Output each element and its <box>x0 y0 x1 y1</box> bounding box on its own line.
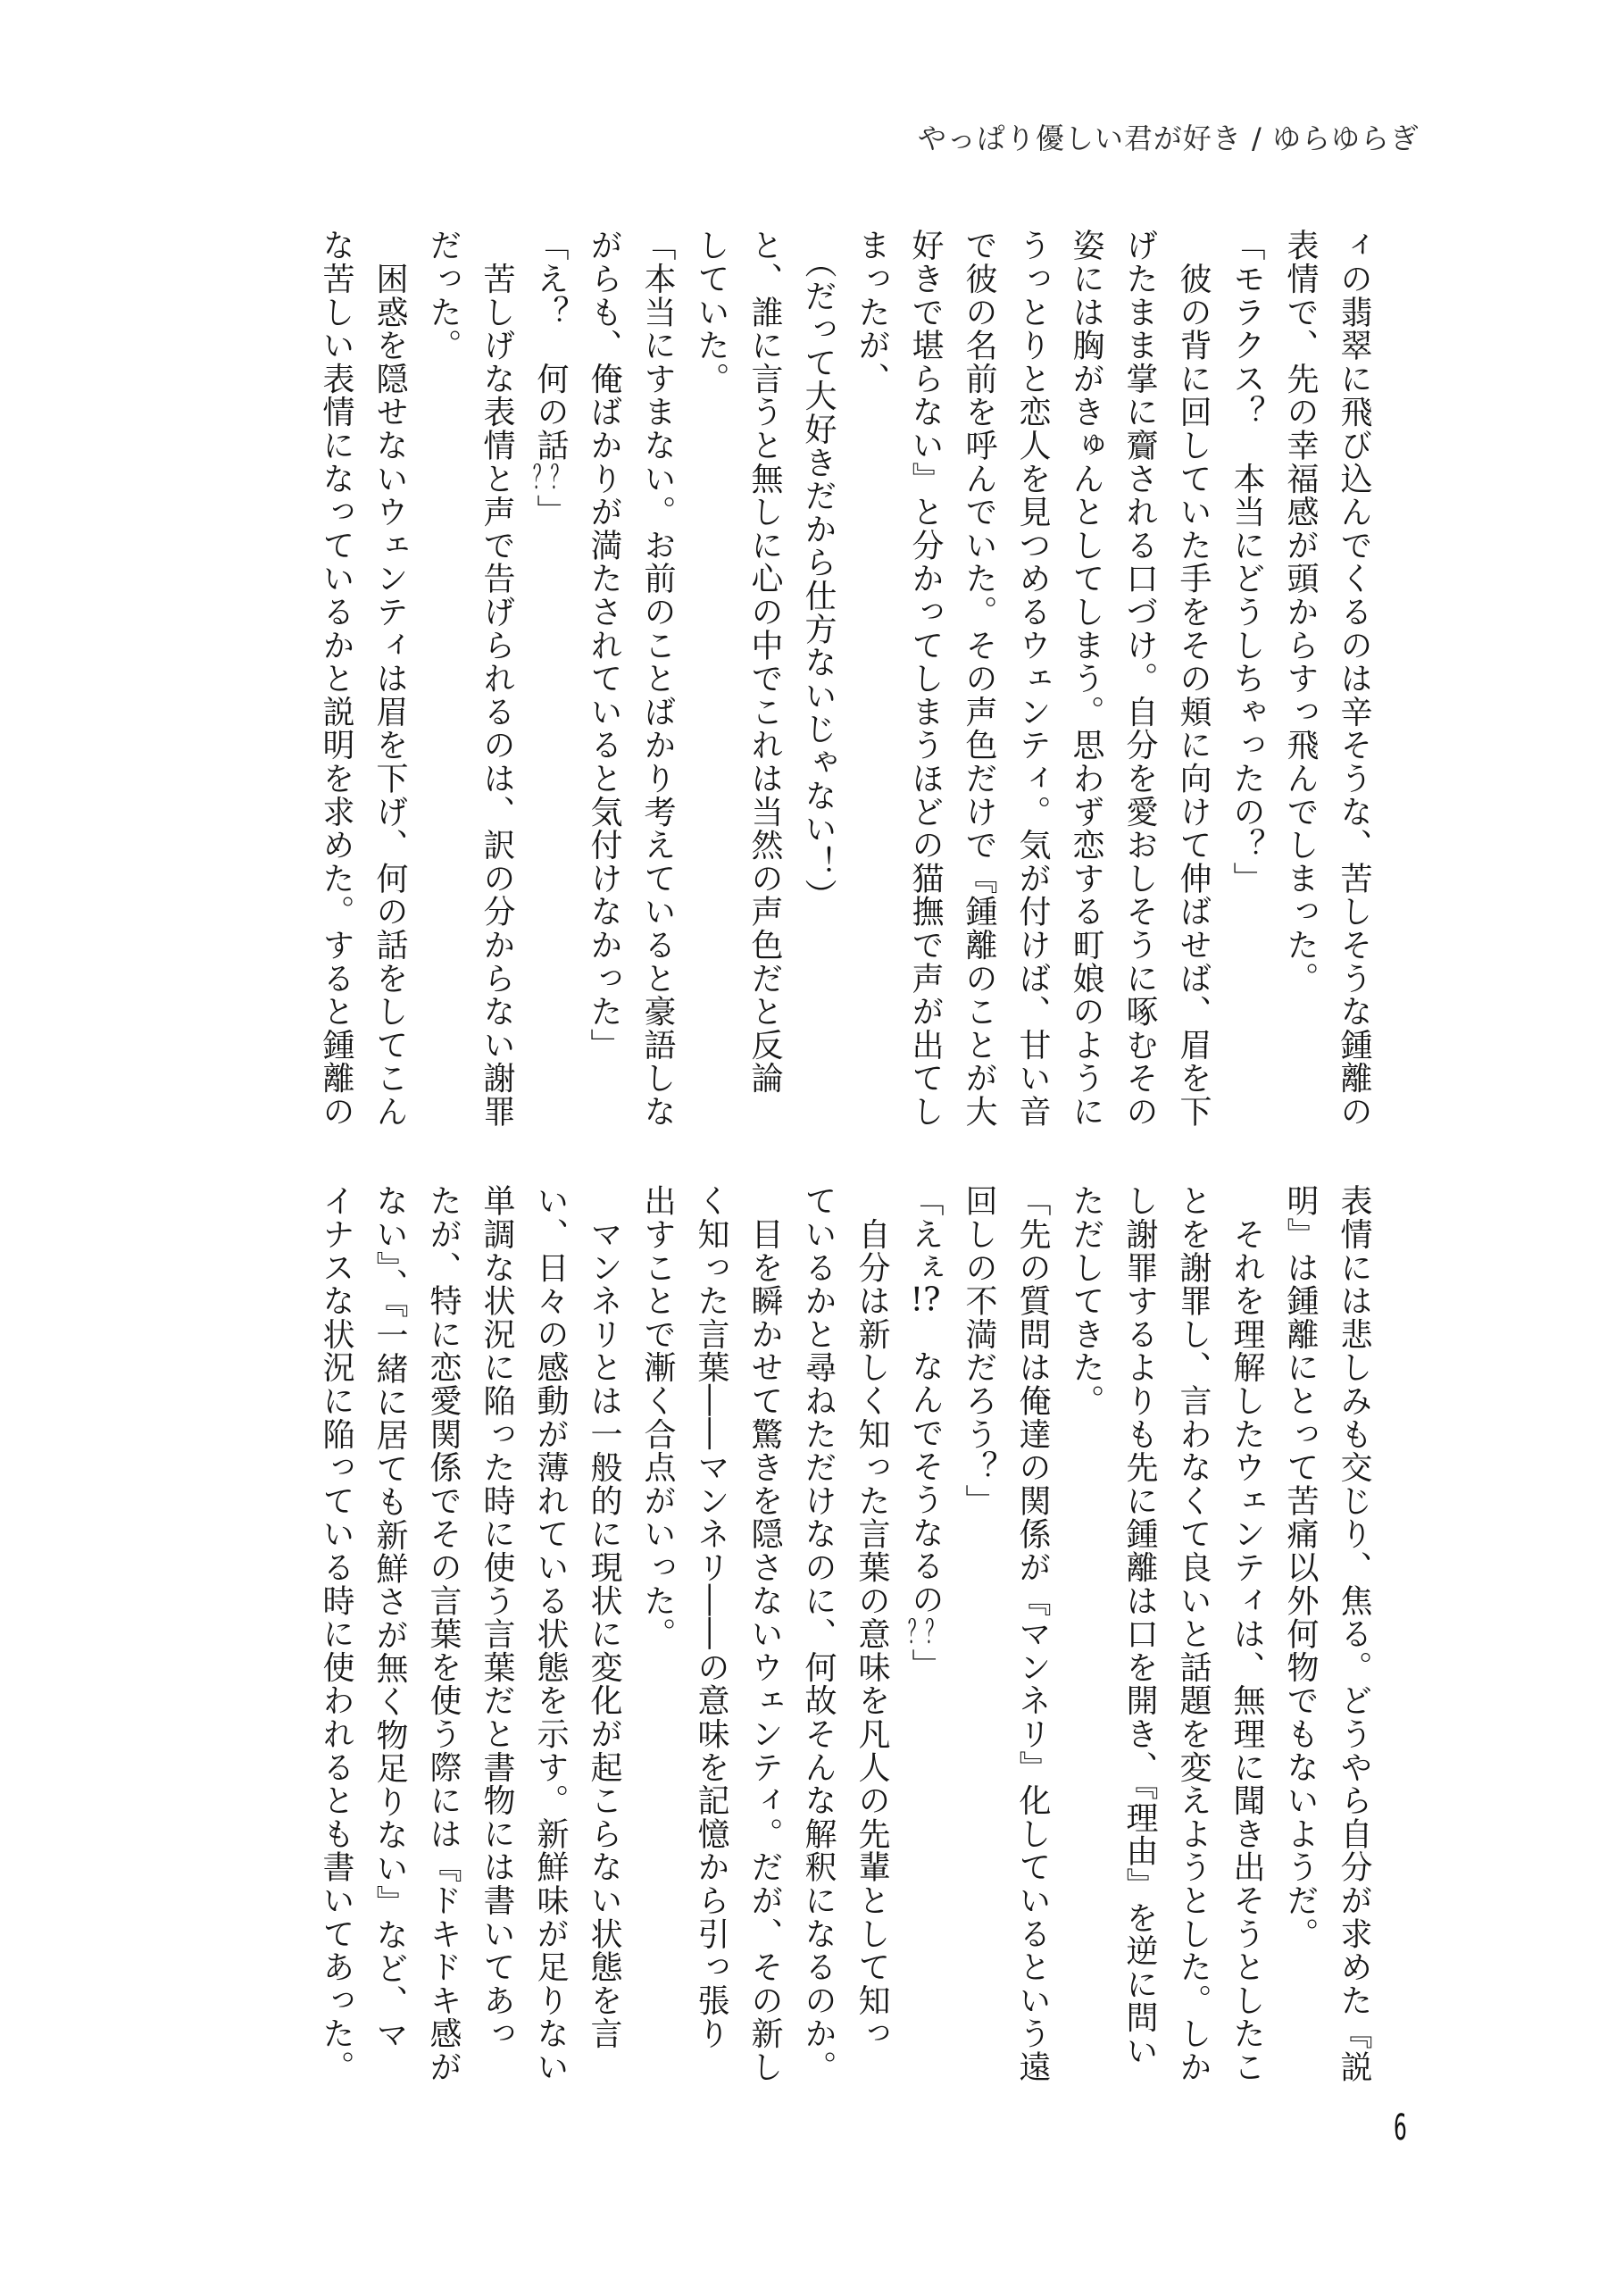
text-column: 目を瞬かせて驚きを隠さないウェンティ。だが、その新し <box>746 1184 783 2084</box>
lower-text-block <box>309 1184 1380 2090</box>
tate-chu-yoko: ？？ <box>532 462 569 495</box>
text-column: 「先の質問は俺達の関係が『マンネリ』化しているという遠 <box>1014 1184 1051 2084</box>
text-column: 困惑を隠せないウェンティは眉を下げ、何の話をしてこん <box>371 229 408 1129</box>
text-column: （だって大好きだから仕方ないじゃない！） <box>800 229 837 913</box>
text-column: 出すことで漸く合点がいった。 <box>639 1184 676 1651</box>
text-column: 回しの不満だろう？」 <box>961 1184 997 1517</box>
text-column: ているかと尋ねただけなのに、何故そんな解釈になるのか。 <box>800 1184 837 2084</box>
text-column: げたまま掌に齎される口づけ。自分を愛おしそうに啄むその <box>1121 229 1158 1129</box>
text-column: 表情で、先の幸福感が頭からすっ飛んでしまった。 <box>1282 229 1319 995</box>
running-header-title: やっぱり優しい君が好き / ゆらゆらぎ <box>917 121 1420 155</box>
text-column: 「モラクス？ 本当にどうしちゃったの？」 <box>1228 229 1265 895</box>
text-column: まったが、 <box>854 229 890 396</box>
text-column: ただしてきた。 <box>1068 1184 1104 1418</box>
text-column: 明』は鍾離にとって苦痛以外何物でもないようだ。 <box>1282 1184 1319 1950</box>
upper-text-block <box>309 229 1380 1134</box>
text-column: 彼の背に回していた手をその頬に向けて伸ばせば、眉を下 <box>1175 229 1212 1129</box>
text-column: と、誰に言うと無しに心の中でこれは当然の声色だと反論 <box>746 229 783 1095</box>
text-column: し謝罪するよりも先に鍾離は口を開き、『理由』を逆に問い <box>1121 1184 1158 2068</box>
text-column: 好きで堪らない』と分かってしまうほどの猫撫で声が出てし <box>907 229 944 1129</box>
text-column: マンネリとは一般的に現状に変化が起こらない状態を言 <box>586 1184 622 2050</box>
text-column: だった。 <box>425 229 462 363</box>
text-column: イナスな状況に陥っている時に使われるとも書いてあった。 <box>318 1184 354 2084</box>
text-column: していた。 <box>693 229 729 396</box>
tate-chu-yoko: ？？ <box>907 1615 944 1648</box>
text-column: がらも、俺ばかりが満たされていると気付けなかった」 <box>586 229 622 1062</box>
text-column: 姿には胸がきゅんとしてしまう。思わず恋する町娘のように <box>1068 229 1104 1129</box>
text-column: とを謝罪し、言わなくて良いと話題を変えようとした。しか <box>1175 1184 1212 2084</box>
text-column: それを理解したウェンティは、無理に聞き出そうとしたこ <box>1228 1184 1265 2084</box>
text-column: 苦しげな表情と声で告げられるのは、訳の分からない謝罪 <box>479 229 515 1129</box>
text-column: 表情には悲しみも交じり、焦る。どうやら自分が求めた『説 <box>1336 1184 1372 2084</box>
text-column: 「えぇ!? なんでそうなるの？？」 <box>907 1184 944 1681</box>
text-column: な苦しい表情になっているかと説明を求めた。すると鍾離の <box>318 229 354 1129</box>
text-column: く知った言葉――マンネリ――の意味を記憶から引っ張り <box>693 1184 729 2050</box>
text-column: たが、特に恋愛関係でその言葉を使う際には『ドキドキ感が <box>425 1184 462 2084</box>
text-column: 単調な状況に陥った時に使う言葉だと書物には書いてあっ <box>479 1184 515 2050</box>
text-column: 「本当にすまない。お前のことばかり考えていると豪語しな <box>639 229 676 1129</box>
text-column: で彼の名前を呼んでいた。その声色だけで『鍾離のことが大 <box>961 229 997 1129</box>
page-number: 6 <box>1394 2107 1407 2149</box>
text-column: ィの翡翠に飛び込んでくるのは辛そうな、苦しそうな鍾離の <box>1336 229 1372 1129</box>
text-column: 自分は新しく知った言葉の意味を凡人の先輩として知っ <box>854 1184 890 2050</box>
text-column: い、日々の感動が薄れている状態を示す。新鮮味が足りない <box>532 1184 569 2084</box>
text-column: ない』、『一緒に居ても新鮮さが無く物足りない』など、マ <box>371 1184 408 2052</box>
text-column: うっとりと恋人を見つめるウェンティ。気が付けば、甘い音 <box>1014 229 1051 1129</box>
tate-chu-yoko: !? <box>910 1283 941 1316</box>
text-column: 「え？ 何の話？？」 <box>532 229 569 528</box>
